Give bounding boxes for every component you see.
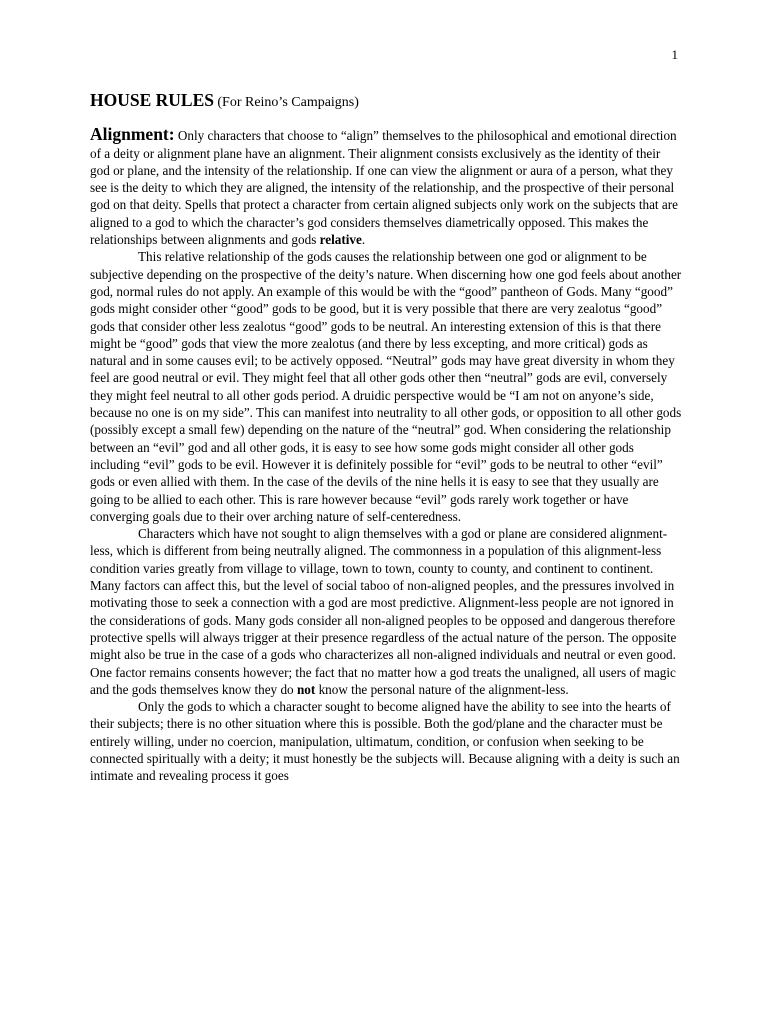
emphasis-relative: relative <box>319 232 362 248</box>
paragraph-4: Only the gods to which a character sought to become aligned have the ability to see into the hearts of their subjects; there is no other situation where this is possible. Both the god/plane and the character must be entirely willing, under no coercion, manipulation, ultimatum, condition, or confusion when seeking to be connected spiritually with a deity; it must honestly be the subjects will. Because aligning with a deity is such an intimate and revealing process it goes <box>90 699 680 784</box>
emphasis-not: not <box>296 681 316 697</box>
page-number: 1 <box>671 47 678 62</box>
paragraph-3-text: Characters which have not sought to align themselves with a god or plane are considered alignment-less, which is different from being neutrally aligned. The commonness in a population of this alignment-less condition varies greatly from village to village, town to town, county to county, and continent to continent. Many factors can affect this, but the level of social taboo of non-aligned peoples, and the pressures involved in motivating those to seek a connection with a god are most predictive. Alignment-less people are not ignored in the considerations of gods. Many gods consider all non-aligned peoples to be opposed and dangerous therefore protective spells will always trigger at their presence regardless of the actual nature of the person. The opposite might also be true in the case of a gods who characterizes all non-aligned individuals and neutral or even good. One factor remains consents however; the fact that no matter how a god treats the unaligned, all users of magic and the gods themselves know they do <box>90 526 677 697</box>
paragraph-2: This relative relationship of the gods causes the relationship between one god or alignment to be subjective depending on the prospective of the deity’s nature. When discerning how one god feels about another god, normal rules do not apply. An example of this would be with the “good” pantheon of Gods. Many “good” gods might consider other “good” gods to be good, but it is very possible that there are very zealotus “good” gods that consider other less zealotus “good” gods to be neutral. An interesting extension of this is that there might be “good” gods that view the more zealotus (and there by less excepting, and more critical) gods as natural and in some causes evil; to be actively opposed. “Neutral” gods may have great diversity in whom they feel are good neutral or evil. They might feel that all other gods other then “neutral” gods are evil, conversely they might feel neutral to all other gods period. A druidic perspective would be “I am not on anyone’s side, because no one is on my side”. This can manifest into neutrality to all other gods, or opposition to all other gods (possibly except a small few) depending on the nature of the “neutral” god. When considering the relationship between an “evil” god and all other gods, it is easy to see how some gods might consider all other gods including “evil” gods to be evil. However it is definitely possible for “evil” gods to be neutral to other “evil” gods or even allied with them. In the case of the devils of the nine hells it is easy to see that they usually are going to be allied to each other. This is rare however because “evil” gods rarely work together or have converging goals due to their over arching nature of self-centeredness. <box>90 249 682 524</box>
document-body <box>90 92 682 785</box>
document-title <box>90 92 682 111</box>
paragraph-1-text: Only characters that choose to “align” themselves to the philosophical and emotional direction of a deity or alignment plane have an alignment. Their alignment consists exclusively as the identity of their god or plane, and the intensity of the relationship. If one can view the alignment or aura of a person, what they see is the deity to which they are aligned, the intensity of the relationship, and the prospective of their personal god on that deity. Spells that protect a character from certain aligned subjects only work on the subjects that are aligned to a god to which the character’s god considers themselves diametrically opposed. This makes the relationships between alignments and gods <box>90 128 678 248</box>
paragraph-3-end: know the personal nature of the alignment-less. <box>318 681 569 697</box>
section-heading-alignment: Alignment: <box>90 124 175 145</box>
paragraph-1-end: . <box>361 232 366 248</box>
title-main: HOUSE RULES <box>90 90 214 110</box>
paragraph-1 <box>90 126 682 248</box>
title-subtitle: (For Reino’s Campaigns) <box>217 95 359 110</box>
paragraph-3 <box>90 525 682 698</box>
